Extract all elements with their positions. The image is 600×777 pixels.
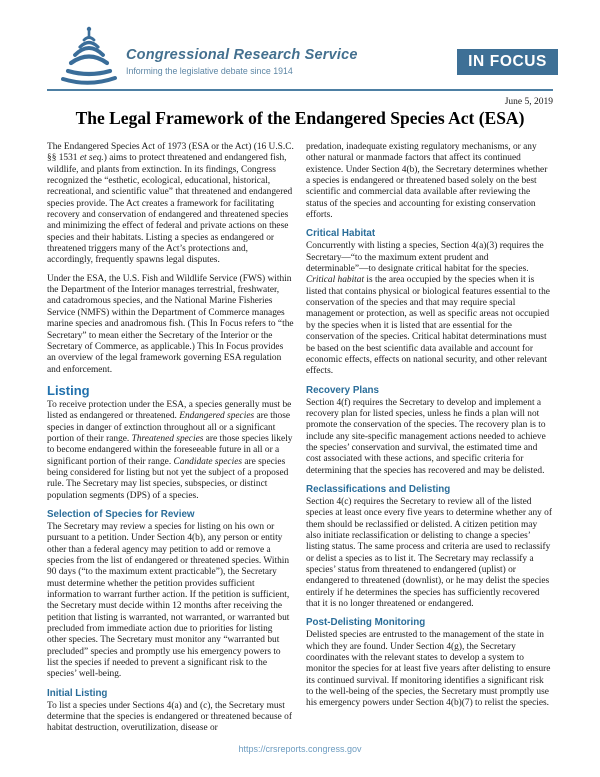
in-focus-badge: IN FOCUS	[457, 49, 558, 75]
subheading-post-delisting-monitoring: Post-Delisting Monitoring	[306, 617, 426, 629]
logo	[126, 47, 358, 76]
paragraph-selection: The Secretary may review a species for listing on his own or pursuant to a petition. Under Section 4(b), any person or entity other than a federal agency may petition to add or remove a species from the list of endangered or threatened species. Within 90 days (“to the maximum extent practicable”), the Secretary must determine whether the petition provides sufficient information to warrant further action. If the petition is sufficient, the Secretary must decide within 12 months after receiving the petition that listing is warranted, not warranted, or warranted but precluded from immediate action due to priorities for listing other species. The Secretary must monitor any “warranted but precluded” species and promptly use his emergency powers to list the species if needed to prevent a significant risk to the species’ well-being.	[47, 521, 290, 680]
paragraph-listing: To receive protection under the ESA, a species generally must be listed as endangered or threatened. Endangered species are those species in danger of extinction throughout all or a significant portion of their range. Threatened species are those species likely to become endangered within the foreseeable future in all or a significant portion of their range. Candidate species are species being considered for listing but not yet the subject of a proposed rule. The Secretary may list species, subspecies, or distinct population segments (DPS) of a species.	[47, 399, 293, 501]
section-heading-listing: Listing	[47, 382, 90, 398]
left-column	[47, 142, 294, 742]
paragraph-agencies: Under the ESA, the U.S. Fish and Wildlife Service (FWS) within the Department of the Interior manages terrestrial, freshwater, and catadromous species, and the National Marine Fisheries Service (NMFS) within the Department of Commerce manages marine species and anadromous fish. (This In Focus refers to “the Secretary” to mean either the Secretary of the Interior or the Secretary of Commerce, as applicable.) This In Focus provides an overview of the legal framework governing ESA regulation and enforcement.	[47, 273, 294, 375]
subheading-initial-listing: Initial Listing	[47, 687, 108, 699]
footer-url-link[interactable]: https://crsreports.congress.gov	[238, 744, 362, 754]
report-date: June 5, 2019	[504, 97, 553, 107]
paragraph-esa-overview: The Endangered Species Act of 1973 (ESA or the Act) (16 U.S.C. §§ 1531 et seq.) aims to protect threatened and endangered fish, wildlife, and plants from extinction. In its findings, Congress recognized the “esthetic, ecological, educational, historical, recreational, and scientific value” that threatened and endangered species provide. The Act creates a framework for facilitating recovery and conservation of endangered and threatened species and minimizing the effect of federal and private actions on these species and their habitats. Listing a species as endangered or threatened triggers many of the Act’s protections and, accordingly, frequently spawns legal disputes.	[47, 142, 294, 266]
logo-name: Congressional Research Service	[126, 47, 358, 63]
paragraph-reclassifications: Section 4(c) requires the Secretary to review all of the listed species at least once every five years to determine whether any of them should be reclassified or delisted. A citizen petition may also initiate reclassification or delisting to change a species’ listing status. The same process and criteria are used to reclassify or delist a species as to list it. The Secretary may reclassify a species’ status from threatened to endangered (uplist) or endangered to threatened (downlist), or he may delist the species entirely if he determines the species has sufficiently recovered that it is no longer threatened or endangered.	[306, 496, 552, 610]
paragraph-initial-listing: To list a species under Sections 4(a) and (c), the Secretary must determine that the species is endangered or threatened because of habitat destruction, overutilization, disease or	[47, 700, 292, 734]
subheading-recovery-plans: Recovery Plans	[306, 384, 379, 396]
page-title: The Legal Framework of the Endangered Species Act (ESA)	[75, 108, 525, 128]
document-body	[47, 142, 553, 742]
paragraph-recovery-plans: Section 4(f) requires the Secretary to develop and implement a recovery plan for listed species, unless he finds a plan will not promote the conservation of the species. The recovery plan is to include any site-specific management actions needed to achieve the species’ conservation and survival, the estimated time and cost associated with these actions, and specific criteria for determining that the species has recovered and may be delisted.	[306, 397, 546, 476]
subheading-critical-habitat: Critical Habitat	[306, 228, 376, 240]
capitol-dome-icon	[56, 26, 120, 86]
subheading-selection-of-species: Selection of Species for Review	[47, 508, 195, 520]
paragraph-initial-listing-continued: predation, inadequate existing regulatory mechanisms, or any other natural or manmade factors that affect its continued existence. Under Section 4(b), the Secretary determines whether a species is endangered or threatened based solely on the best scientific and commercial data available after reviewing the status of the species and accounting for existing conservation efforts.	[306, 142, 548, 221]
paragraph-critical-habitat: Concurrently with listing a species, Section 4(a)(3) requires the Secretary—“to the maximum extent prudent and determinable”—to designate critical habitat for the species. Critical habitat is the area occupied by the species when it is listed that contains physical or biological features essential to the conservation of the species and that may require special management or protection, as well as specific areas not occupied by the species when it is listed that are essential for the conservation of the species. Critical habitat determinations must be based on the best scientific data available and account for economic effects, effects on national security, and other relevant effects.	[306, 241, 550, 377]
header-rule	[47, 89, 553, 91]
right-column	[306, 142, 553, 742]
logo-tagline: Informing the legislative debate since 1914	[126, 66, 293, 76]
paragraph-post-delisting: Delisted species are entrusted to the management of the state in which they are found. Under Section 4(g), the Secretary coordinates with the relevant states to develop a system to monitor the species for at least five years after delisting to ensure its continued survival. If monitoring identifies a significant risk to the well-being of the species, the Secretary must promptly use his emergency powers under Section 4(b)(7) to relist the species.	[306, 630, 551, 709]
footer	[0, 739, 600, 757]
subheading-reclassifications-delisting: Reclassifications and Delisting	[306, 483, 451, 495]
